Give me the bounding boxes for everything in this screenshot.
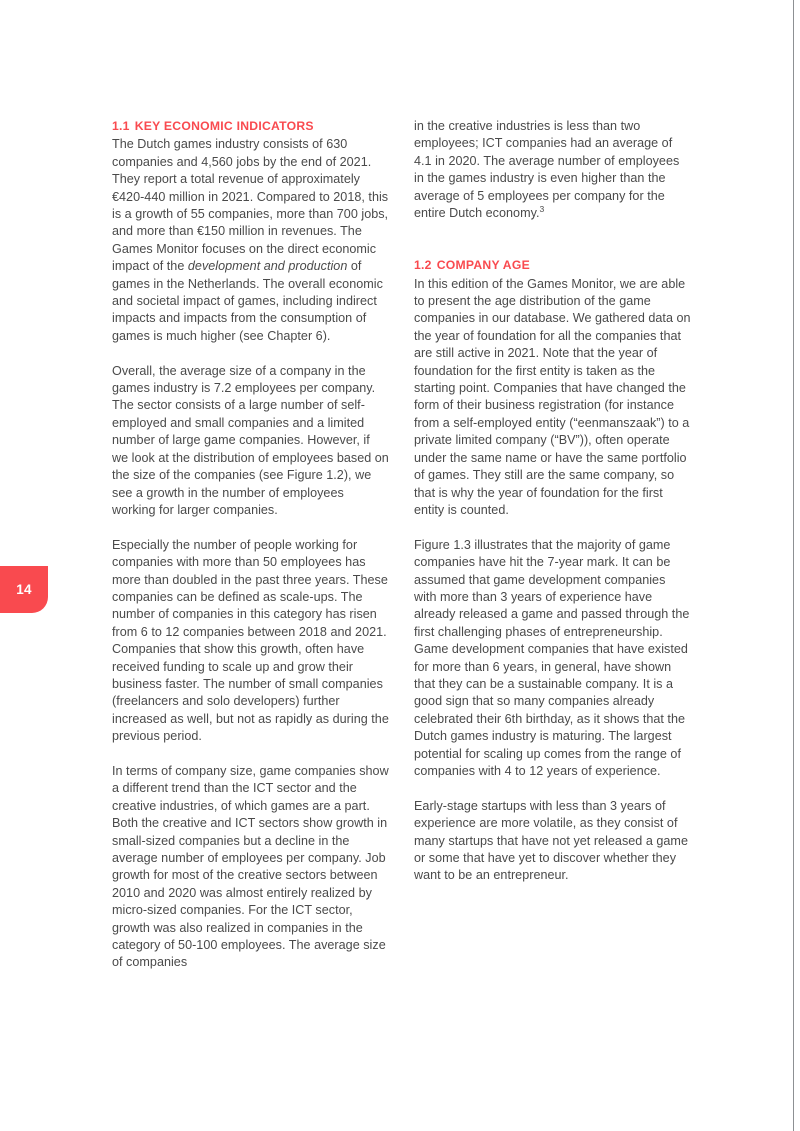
section-heading-1-2 [414, 257, 691, 274]
text-run: of games in the Netherlands. The overall economic and societal impact of games, including indirect impacts and impacts from the consumption of games is much higher (see Chapter 6). [112, 259, 383, 343]
italic-text: development and production [187, 259, 348, 274]
page-number-label: 14 [16, 582, 32, 597]
paragraph-left-2 [112, 363, 389, 520]
paragraph-right-2 [414, 537, 691, 781]
paragraph-right-1 [414, 276, 691, 520]
section-title: KEY ECONOMIC INDICATORS [134, 119, 314, 133]
paragraph-left-1 [112, 136, 389, 345]
section-number: 1.1 [112, 119, 130, 133]
text-run: In terms of company size, game companies show a different trend than the ICT sector and the creative industries, of which games are a part. Both the creative and ICT sectors show growth in small-sized companies but a decline in the average number of employees per company. Job growth for most of the creative sectors between 2010 and 2020 was almost entirely realized by micro-sized companies. For the ICT sector, growth was also realized in companies in the category of 50-100 employees. The average size of companies [112, 763, 389, 970]
paragraph-left-4 [112, 763, 389, 972]
text-run: in the creative industries is less than two employees; ICT companies had an average of 4.1 in 2020. The average number of employees in the games industry is even higher than the average of 5 employees per company for the entire Dutch economy. [414, 119, 680, 221]
text-run: Early-stage startups with less than 3 years of experience are more volatile, as they consist of many startups that have not yet released a game or some that have yet to discover whether they want to be an entrepreneur. [414, 798, 688, 883]
two-column-body [112, 118, 692, 972]
paragraph-right-continuation [414, 118, 691, 222]
text-run: The Dutch games industry consists of 630 companies and 4,560 jobs by the end of 2021. They report a total revenue of approximately €420-440 million in 2021. Compared to 2018, this is a growth of 55 companies, more than 700 jobs, and more than €150 million in revenues. The Games Monitor focuses on the direct economic impact of the [112, 137, 389, 274]
text-run: In this edition of the Games Monitor, we are able to present the age distribution of the game companies in our database. We gathered data on the year of foundation for all the companies that are still active in 2021. Note that the year of foundation for the first entity is taken as the starting point. Companies that have changed the form of their business registration (for instance from a self-employed entity (“eenmanszaak”) to a private limited company (“BV”)), often operate under the same name or have the same portfolio of games. They still are the same company, so that is why the year of foundation for the first entity is counted. [414, 276, 691, 517]
paragraph-left-3 [112, 537, 389, 746]
section-heading-1-1 [112, 118, 389, 135]
page-number-badge [0, 566, 48, 613]
left-column [112, 118, 389, 972]
text-run: Overall, the average size of a company in the games industry is 7.2 employees per company. The sector consists of a large number of self-employed and small companies and a limited number of large game companies. However, if we look at the distribution of employees based on the size of the companies (see Figure 1.2), we see a growth in the number of employees working for larger companies. [112, 363, 389, 517]
text-run: Figure 1.3 illustrates that the majority of game companies have hit the 7-year mark. It can be assumed that game development companies with more than 3 years of experience have already released a game and passed through the first challenging phases of entrepreneurship. Game development companies that have existed for more than 6 years, in general, have shown that they can be a sustainable company. It is a good sign that so many companies already celebrated their 6th birthday, as it shows that the Dutch games industry is maturing. The largest potential for scaling up comes from the range of companies with 4 to 12 years of experience. [414, 537, 690, 778]
section-title: COMPANY AGE [436, 258, 530, 273]
section-number: 1.2 [414, 258, 432, 273]
right-column [414, 118, 691, 972]
footnote-marker: 3 [539, 203, 545, 214]
page-edge-rule [793, 0, 794, 1131]
paragraph-right-3 [414, 798, 691, 885]
text-run: Especially the number of people working for companies with more than 50 employees has more than doubled in the past three years. These companies can be defined as scale-ups. The number of companies in this category has risen from 6 to 12 companies between 2018 and 2021. Companies that show this growth, often have received funding to scale up and grow their business faster. The number of small companies (freelancers and solo developers) further increased as well, but not as rapidly as during the previous period. [112, 537, 389, 744]
